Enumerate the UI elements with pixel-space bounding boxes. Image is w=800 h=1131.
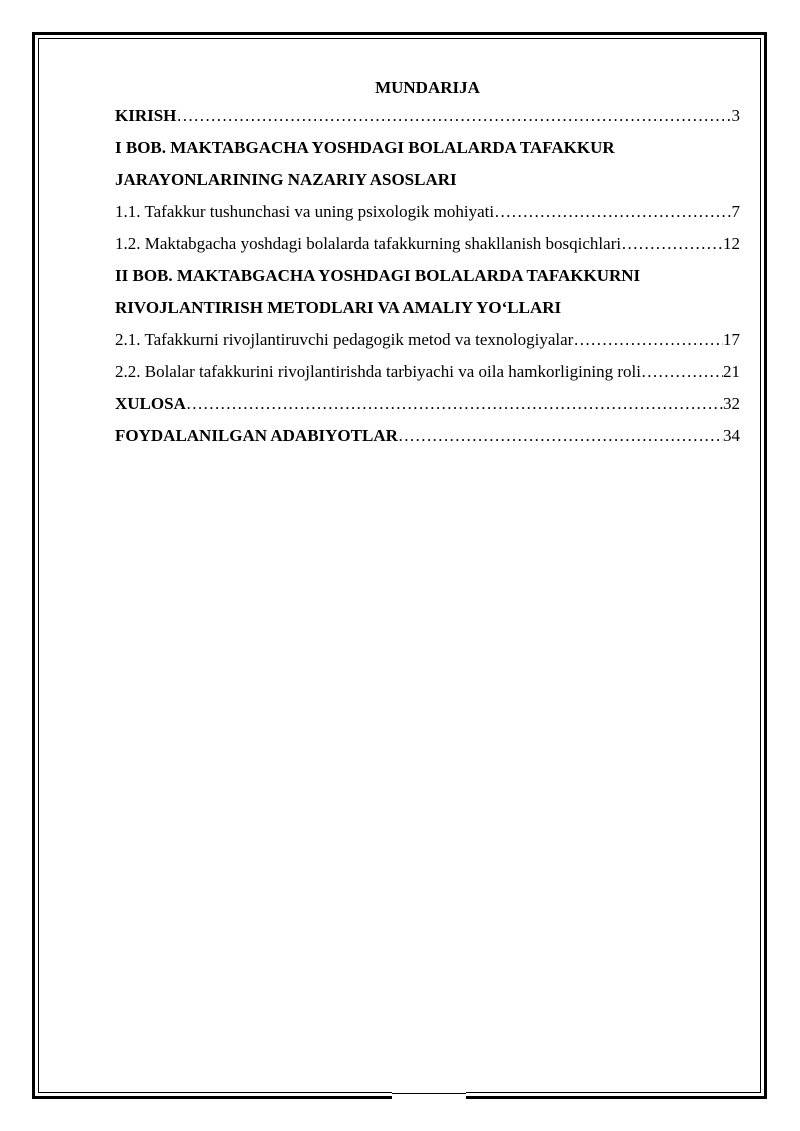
toc-entry-label: KIRISH [115,106,177,125]
toc-dot-leader [398,420,723,452]
toc-entry-page: 32 [723,394,740,413]
toc-dot-leader [494,196,731,228]
toc-entry-page: 7 [731,202,740,221]
toc-entry-xulosa [115,388,740,420]
toc-entry-page: 3 [731,106,740,125]
page-border-gap-line [392,1093,466,1094]
toc-dot-leader [621,228,723,260]
toc-entry-page: 12 [723,234,740,253]
toc-entry-page: 21 [723,362,740,381]
toc-chapter-1-heading-line1: I BOB. MAKTABGACHA YOSHDAGI BOLALARDA TAFAKKUR [115,138,615,157]
toc-dot-leader [573,324,723,356]
toc-entry-label: 1.2. Maktabgacha yoshdagi bolalarda tafakkurning shakllanish bosqichlari [115,234,622,253]
toc-chapter-2-heading-line1: II BOB. MAKTABGACHA YOSHDAGI BOLALARDA TAFAKKURNI [115,266,641,285]
toc-entry-2-2 [115,356,740,388]
toc-entry-label: 1.1. Tafakkur tushunchasi va uning psixologik mohiyati [115,202,495,221]
toc-entry-label: XULOSA [115,394,186,413]
toc-chapter-2-heading-line2: RIVOJLANTIRISH METODLARI VA AMALIY YO‘LLARI [115,298,562,317]
toc-entry-page: 17 [723,330,740,349]
toc-chapter-1-heading-line2: JARAYONLARINING NAZARIY ASOSLARI [115,170,457,189]
toc-entry-kirish [115,100,740,132]
toc-entry-label: FOYDALANILGAN ADABIYOTLAR [115,426,398,445]
toc-entry-1-2 [115,228,740,260]
toc-title: MUNDARIJA [375,78,480,97]
table-of-contents [115,76,740,452]
toc-entry-label: 2.2. Bolalar tafakkurini rivojlantirishda tarbiyachi va oila hamkorligining roli [115,362,641,381]
page-border-gap [392,1084,466,1100]
toc-entry-adabiyotlar [115,420,740,452]
toc-dot-leader [176,100,731,132]
toc-dot-leader [186,388,723,420]
toc-entry-page: 34 [723,426,740,445]
toc-entry-1-1 [115,196,740,228]
toc-dot-leader [641,356,723,388]
toc-entry-2-1 [115,324,740,356]
toc-entry-label: 2.1. Tafakkurni rivojlantiruvchi pedagogik metod va texnologiyalar [115,330,574,349]
